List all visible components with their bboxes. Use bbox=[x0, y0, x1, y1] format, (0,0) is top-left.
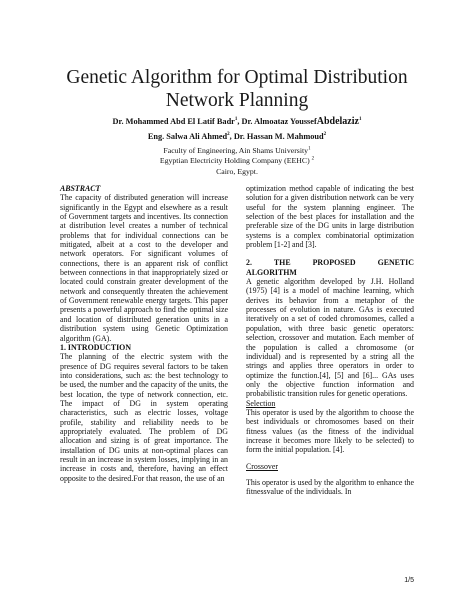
authors-line-1 bbox=[40, 116, 434, 128]
author-sup: 2 bbox=[323, 132, 327, 138]
title-line-1: Genetic Algorithm for Optimal Distribution bbox=[66, 67, 408, 88]
affiliation-2-text: Egyptian Electricity Holding Company (EEHC) bbox=[159, 156, 310, 166]
section-2-word: GENETIC bbox=[377, 258, 414, 268]
authors-line-2 bbox=[40, 131, 434, 143]
section-2-heading bbox=[246, 258, 414, 267]
spacer bbox=[246, 471, 414, 478]
author-abdelaziz-prefix: , Dr. Almoataz Youssef bbox=[237, 117, 317, 126]
affiliations bbox=[40, 146, 434, 177]
author-sup: 1 bbox=[234, 117, 238, 123]
left-column bbox=[60, 184, 228, 483]
author-mahmoud: , Dr. Hassan M. Mahmoud bbox=[229, 132, 324, 141]
introduction-continued: optimization method capable of indicating the best solution for a given distribution network can be very useful for the system planning engineer. The selection of the best places for installation and the preferable size of the DG units in large distribution systems is a complex combinatorial optimization problem [1-2] and [3]. bbox=[246, 184, 414, 250]
spacer bbox=[246, 455, 414, 462]
author-sup: 1 bbox=[358, 117, 362, 123]
right-column bbox=[246, 184, 414, 497]
introduction-text: The planning of the electric system with the presence of DG requires several factors to be taken into considerations, such as: the best technology to be used, the number and the capacity of the units, the best location, the type of network connection, etc. The impact of DG in system operating characteristics, such as electric losses, voltage profile, stability and reliability needs to be appropriately evaluated. The problem of DG allocation and sizing is of great importance. The installation of DG units at non-optimal places can result in an increase in system losses, implying in an increase in costs and, therefore, having an effect opposite to the desired.For that reason, the use of an bbox=[60, 352, 228, 483]
page-number: 1/5 bbox=[404, 577, 414, 584]
section-2-word: THE bbox=[273, 258, 291, 268]
abstract-heading: ABSTRACT bbox=[60, 184, 101, 193]
author-badr: Dr. Mohammed Abd El Latif Badr bbox=[112, 117, 235, 126]
selection-text: This operator is used by the algorithm to choose the best individuals or chromosomes based on their fitness values (as the fitness of the individual increase it becomes more likely to be selected) to form the initial population. [4]. bbox=[246, 407, 414, 455]
introduction-heading: 1. INTRODUCTION bbox=[60, 342, 132, 352]
crossover-text: This operator is used by the algorithm to enhance the fitnessvalue of the individuals. In bbox=[246, 477, 414, 497]
section-2-heading-cont: ALGORITHM bbox=[246, 267, 297, 277]
affiliation-1 bbox=[40, 146, 434, 156]
selection-heading: Selection bbox=[246, 398, 276, 408]
affiliation-3: Cairo, Egypt. bbox=[216, 166, 258, 176]
affiliation-sup: 2 bbox=[311, 156, 315, 162]
author-ahmed: Eng. Salwa Ali Ahmed bbox=[147, 132, 228, 141]
title-line-2: Network Planning bbox=[165, 90, 309, 111]
crossover-heading: Crossover bbox=[246, 461, 278, 471]
ga-text: A genetic algorithm developed by J.H. Holland (1975) [4] is a model of machine learning, which derives its behavior from a metaphor of the processes of evolution in nature. GAs is executed iteratively on a set of coded chromosomes, called a population, with three basic genetic operators: selection, crossover and mutation. Each member of the population is called a chromosome (or individual) and is represented by a string all the strings and applies three operators in order to optimize the function.[4], [5] and [6]... GAs uses only the objective function information and probabilistic transition rules for genetic operations. bbox=[246, 277, 414, 399]
author-sup: 2 bbox=[227, 132, 230, 138]
abstract-text: The capacity of distributed generation will increase significantly in the Egypt and elsewhere as a result of Government targets and incentives. Its connection at distribution level creates a number of technical problems that for individual connections can be mitigated, albeit at a cost to the developer and network operators. For significant volumes of connections, there is an apparent risk of conflict between connections in that inappropriately sized or located could constrain greater development of the network and consequently threaten the achievement of Government renewable energy targets. This paper presents a powerful approach to find the optimal size and location of distributed generation units in a distribution system using Genetic Optimization algorithm (GA). bbox=[60, 193, 228, 343]
section-2-number: 2. bbox=[246, 258, 252, 268]
author-abdelaziz-surname: Abdelaziz bbox=[316, 116, 359, 127]
affiliation-1-text: Faculty of Engineering, Ain Shams University bbox=[163, 146, 309, 155]
paper-title bbox=[40, 66, 434, 112]
section-2-word: PROPOSED bbox=[312, 258, 356, 268]
affiliation-2 bbox=[40, 156, 434, 166]
affiliation-sup: 1 bbox=[308, 146, 311, 152]
